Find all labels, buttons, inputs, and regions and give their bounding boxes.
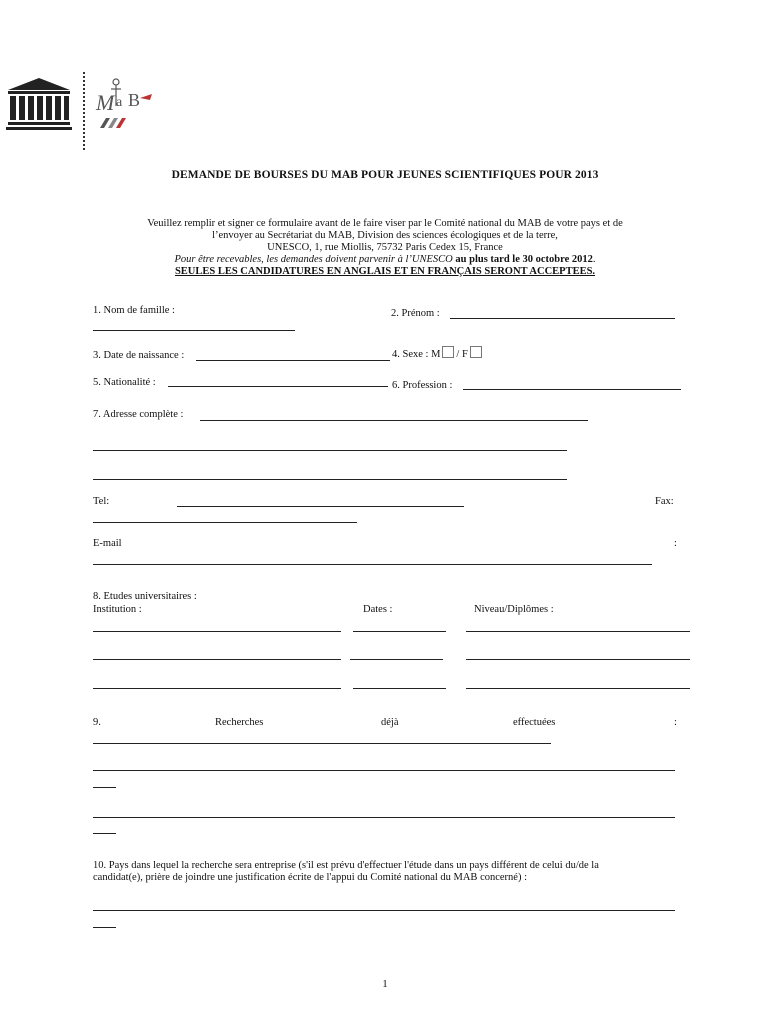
- profession-field[interactable]: [463, 389, 681, 390]
- svg-text:M: M: [96, 90, 115, 115]
- recherches-field-2[interactable]: [93, 770, 675, 771]
- email-label: E-mail: [93, 538, 122, 549]
- svg-text:B: B: [128, 90, 141, 110]
- sexe-group: [392, 346, 484, 360]
- sexe-label: 4. Sexe : M: [392, 349, 441, 360]
- recherches-colon: :: [674, 717, 677, 728]
- sexe-f-checkbox[interactable]: [470, 346, 482, 358]
- institution-field-3[interactable]: [93, 688, 341, 689]
- dates-field-1[interactable]: [353, 631, 446, 632]
- page-number: 1: [382, 978, 388, 990]
- recherches-field-3b[interactable]: [93, 833, 116, 834]
- pays-question-line-2: candidat(e), prière de joindre une justification écrite de l'appui du Comité national du MAB concerné) :: [93, 872, 527, 883]
- dotted-separator: [83, 72, 85, 150]
- pays-question-line-1: 10. Pays dans lequel la recherche sera entreprise (s'il est prévu d'effectuer l'étude dans un pays différent de celui du/de la: [93, 860, 599, 871]
- col-institution: Institution :: [93, 604, 142, 615]
- sexe-m-checkbox[interactable]: [442, 346, 454, 358]
- email-field[interactable]: [93, 564, 652, 565]
- nationalite-label: 5. Nationalité :: [93, 377, 156, 388]
- dates-field-3[interactable]: [353, 688, 446, 689]
- niveau-field-1[interactable]: [466, 631, 690, 632]
- languages-note: SEULES LES CANDIDATURES EN ANGLAIS ET EN FRANÇAIS SERONT ACCEPTEES.: [174, 266, 596, 277]
- instructions-line-2: l’envoyer au Secrétariat du MAB, Division des sciences écologiques et de la terre,: [212, 230, 558, 241]
- adresse-field-3[interactable]: [93, 479, 567, 480]
- deadline-end: .: [592, 254, 596, 265]
- nom-field[interactable]: [93, 330, 295, 331]
- tel-label: Tel:: [93, 496, 110, 507]
- instructions-line-1: Veuillez remplir et signer ce formulaire avant de le faire viser par le Comité national du MAB de votre pays et de: [147, 218, 623, 229]
- email-colon: :: [674, 538, 677, 549]
- instructions-line-3: UNESCO, 1, rue Miollis, 75732 Paris Cedex 15, France: [267, 242, 503, 253]
- adresse-label: 7. Adresse complète :: [93, 409, 184, 420]
- nationalite-field[interactable]: [168, 386, 388, 387]
- tel-field[interactable]: [177, 506, 464, 507]
- recherches-field-3[interactable]: [93, 817, 675, 818]
- naissance-field[interactable]: [196, 360, 390, 361]
- deadline-line: [60, 254, 710, 266]
- recherches-num: 9.: [93, 717, 101, 728]
- unesco-logo: [6, 76, 72, 134]
- form-instructions: [60, 218, 710, 278]
- deadline-italic: Pour être recevables, les demandes doivent parvenir à l’UNESCO: [174, 254, 453, 265]
- adresse-field-1[interactable]: [200, 420, 588, 421]
- etudes-heading: 8. Etudes universitaires :: [93, 591, 197, 602]
- recherches-word-1: Recherches: [215, 717, 264, 728]
- fax-field[interactable]: [93, 522, 357, 523]
- recherches-word-2: déjà: [381, 717, 399, 728]
- prenom-field[interactable]: [450, 318, 675, 319]
- pays-question: [93, 860, 693, 884]
- mab-logo: [94, 76, 154, 132]
- nom-label: 1. Nom de famille :: [93, 305, 175, 316]
- pays-field-1b[interactable]: [93, 927, 116, 928]
- fax-label: Fax:: [655, 496, 674, 507]
- institution-field-1[interactable]: [93, 631, 341, 632]
- form-title: DEMANDE DE BOURSES DU MAB POUR JEUNES SCIENTIFIQUES POUR 2013: [171, 169, 599, 181]
- adresse-field-2[interactable]: [93, 450, 567, 451]
- institution-field-2[interactable]: [93, 659, 341, 660]
- recherches-field-2b[interactable]: [93, 787, 116, 788]
- deadline-date: au plus tard le 30 octobre 2012: [455, 254, 593, 265]
- niveau-field-2[interactable]: [466, 659, 690, 660]
- naissance-label: 3. Date de naissance :: [93, 350, 185, 361]
- col-niveau: Niveau/Diplômes :: [474, 604, 554, 615]
- recherches-word-3: effectuées: [513, 717, 556, 728]
- prenom-label: 2. Prénom :: [391, 308, 440, 319]
- profession-label: 6. Profession :: [392, 380, 453, 391]
- sexe-separator: / F: [456, 349, 468, 360]
- dates-field-2[interactable]: [350, 659, 443, 660]
- svg-text:a: a: [116, 95, 123, 110]
- recherches-field-1[interactable]: [93, 743, 551, 744]
- col-dates: Dates :: [363, 604, 393, 615]
- niveau-field-3[interactable]: [466, 688, 690, 689]
- pays-field-1[interactable]: [93, 910, 675, 911]
